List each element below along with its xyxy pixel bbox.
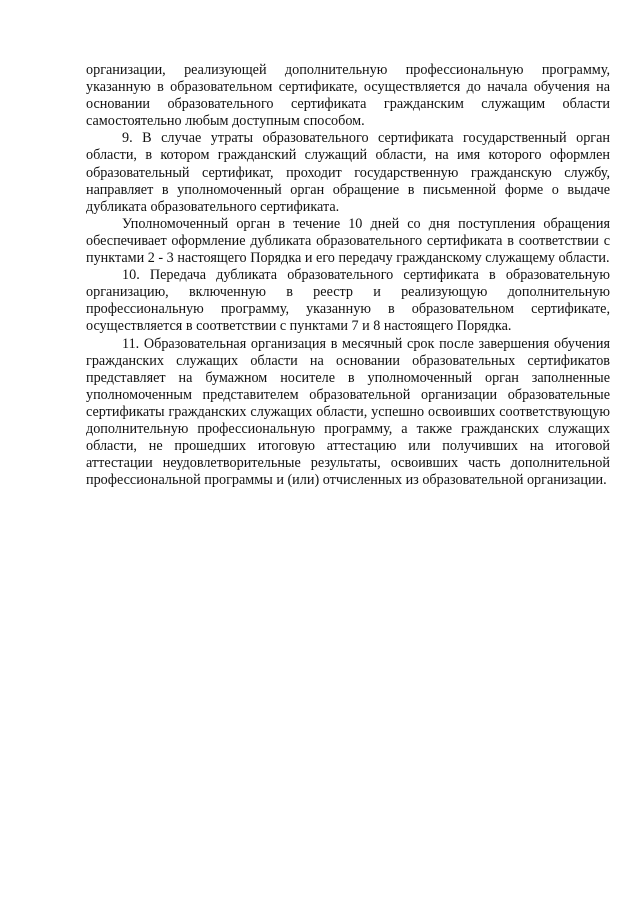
paragraph-item-11: 11. Образовательная организация в месячный срок после завершения обучения гражданских служащих области на основании образовательных сертификатов представляет на бумажном носителе в уполномоченный орган заполненные уполномоченным представителем образовательной организации образовательные сертификаты гражданских служащих области, успешно освоивших соответствующую дополнительную профессиональную программу, а также гражданских служащих области, не прошедших итоговую аттестацию или получивших на итоговой аттестации неудовлетворительные результаты, освоивших часть дополнительной профессиональной программы и (или) отчисленных из образовательной организации. (86, 335, 610, 489)
document-body (86, 62, 610, 489)
paragraph-item-10: 10. Передача дубликата образовательного сертификата в образовательную организацию, включенную в реестр и реализующую дополнительную профессиональную программу, указанную в образовательном сертификате, осуществляется в соответствии с пунктами 7 и 8 настоящего Порядка. (86, 267, 610, 335)
paragraph-continuation: организации, реализующей дополнительную профессиональную программу, указанную в образовательном сертификате, осуществляется до начала обучения на основании образовательного сертификата гражданским служащим области самостоятельно любым доступным способом. (86, 62, 610, 130)
paragraph-item-9-duplicate: Уполномоченный орган в течение 10 дней со дня поступления обращения обеспечивает оформление дубликата образовательного сертификата в соответствии с пунктами 2 - 3 настоящего Порядка и его передачу гражданскому служащему области. (86, 215, 610, 267)
paragraph-item-9: 9. В случае утраты образовательного сертификата государственный орган области, в котором гражданский служащий области, на имя которого оформлен образовательный сертификат, проходит государственную гражданскую службу, направляет в уполномоченный орган обращение в письменной форме о выдаче дубликата образовательного сертификата. (86, 130, 610, 215)
